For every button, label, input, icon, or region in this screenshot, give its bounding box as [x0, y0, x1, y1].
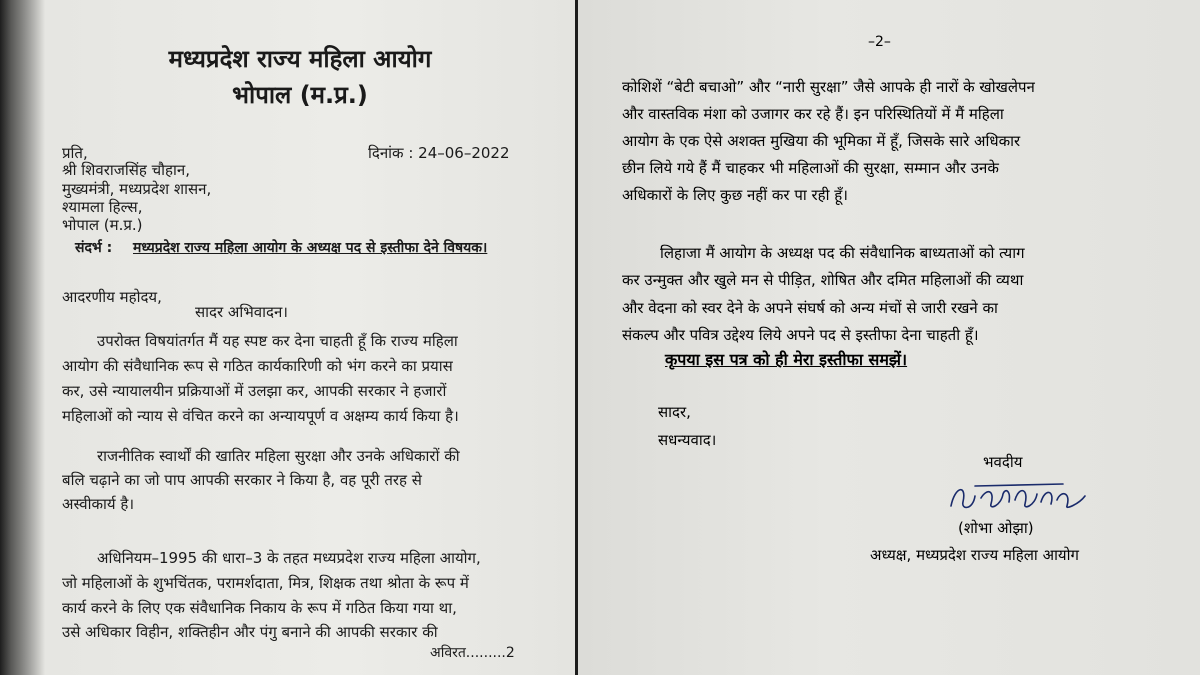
page-edge-shadow [0, 0, 45, 675]
paragraph-line: उपरोक्त विषयांतर्गत मैं यह स्पष्ट कर देना चाहती हूँ कि राज्य महिला [97, 332, 458, 350]
greeting: सादर अभिवादन। [195, 303, 288, 321]
paragraph-line: अस्वीकार्य है। [62, 495, 135, 513]
continued-marker: अविरत.........2 [430, 645, 515, 661]
paragraph-line: राजनीतिक स्वार्थों की खातिर महिला सुरक्षा और उनके अधिकारों की [97, 447, 460, 465]
paragraph-line: आयोग की संवैधानिक रूप से गठित कार्यकारिणी को भंग करने का प्रयास [62, 357, 453, 375]
addressee-line: श्यामला हिल्स, [62, 198, 143, 216]
paragraph-line: बलि चढ़ाने का जो पाप आपकी सरकार ने किया है, वह पूरी तरह से [62, 471, 422, 489]
page-number: –2– [868, 34, 891, 50]
closing-regards: सादर, [658, 403, 691, 421]
paragraph-line: उसे अधिकार विहीन, शक्तिहीन और पंगु बनाने की आपकी सरकार की [62, 623, 438, 641]
to-label: प्रति, [62, 144, 88, 162]
signatory-name: (शोभा ओझा) [958, 519, 1034, 537]
handwritten-signature [945, 476, 1095, 518]
letterhead-city: भोपाल (म.प्र.) [232, 81, 368, 109]
paragraph-line: कोशिशें “बेटी बचाओ” और “नारी सुरक्षा” जैसे आपके ही नारों के खोखलेपन [622, 78, 1035, 96]
yours-faithfully: भवदीय [983, 453, 1023, 471]
paragraph-line: महिलाओं को न्याय से वंचित करने का अन्यायपूर्ण व अक्षम्य कार्य किया है। [62, 407, 459, 425]
paragraph-line: संकल्प और पवित्र उद्देश्य लिये अपने पद से इस्तीफा देना चाहती हूँ। [622, 326, 979, 344]
subject-text: मध्यप्रदेश राज्य महिला आयोग के अध्यक्ष पद से इस्तीफा देने विषयक। [133, 240, 488, 256]
resignation-request: कृपया इस पत्र को ही मेरा इस्तीफा समझें। [665, 350, 908, 369]
paragraph-line: आयोग के एक ऐसे अशक्त मुखिया की भूमिका में हूँ, जिसके सारे अधिकार [622, 132, 1021, 150]
paragraph-line: कर उन्मुक्त और खुले मन से पीड़ित, शोषित और दमित महिलाओं की व्यथा [622, 271, 1024, 289]
paragraph-line: कार्य करने के लिए एक संवैधानिक निकाय के रूप में गठित किया गया था, [62, 599, 457, 617]
letter-page-1 [0, 0, 575, 675]
paragraph-line: छीन लिये गये हैं मैं चाहकर भी महिलाओं की सुरक्षा, सम्मान और उनके [622, 159, 999, 177]
addressee-line: श्री शिवराजसिंह चौहान, [62, 161, 190, 179]
paragraph-line: अधिनियम–1995 की धारा–3 के तहत मध्यप्रदेश राज्य महिला आयोग, [97, 549, 481, 567]
addressee-line: भोपाल (म.प्र.) [62, 216, 143, 234]
signatory-title: अध्यक्ष, मध्यप्रदेश राज्य महिला आयोग [870, 546, 1079, 564]
closing-thanks: सधन्यवाद। [658, 431, 717, 449]
subject-label: संदर्भ : [75, 240, 113, 256]
paragraph-line: और वास्तविक मंशा को उजागर कर रहे हैं। इन परिस्थितियों में मैं महिला [622, 105, 1004, 123]
salutation: आदरणीय महोदय, [62, 288, 162, 306]
paragraph-line: जो महिलाओं के शुभचिंतक, परामर्शदाता, मित्र, शिक्षक तथा श्रोता के रूप में [62, 574, 469, 592]
paragraph-line: अधिकारों के लिए कुछ नहीं कर पा रही हूँ। [622, 186, 848, 204]
paragraph-line: लिहाजा मैं आयोग के अध्यक्ष पद की संवैधानिक बाध्यताओं को त्याग [660, 244, 1025, 262]
addressee-line: मुख्यमंत्री, मध्यप्रदेश शासन, [62, 180, 212, 198]
paragraph-line: कर, उसे न्यायालयीन प्रक्रियाओं में उलझा कर, आपकी सरकार ने हजारों [62, 382, 447, 400]
letter-date: दिनांक : 24–06–2022 [368, 144, 510, 162]
paragraph-line: और वेदना को स्वर देने के अपने संघर्ष को अन्य मंचों से जारी रखने का [622, 299, 998, 317]
letterhead-title: मध्यप्रदेश राज्य महिला आयोग [168, 45, 432, 73]
